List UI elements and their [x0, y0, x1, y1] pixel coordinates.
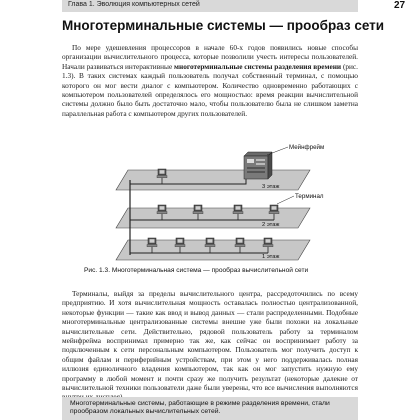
figure-caption: Рис. 1.3. Многотерминальная система — прообраз вычислительной сети	[84, 267, 309, 274]
floor-3-label: 3 этаж	[262, 184, 280, 190]
highlight-box	[62, 397, 358, 420]
floor-1-label: 1 этаж	[262, 254, 280, 260]
mainframe	[244, 152, 272, 179]
floor-3-plate	[116, 170, 310, 190]
paragraph-1-bold-term: многотерминальные системы разделения времени	[174, 61, 342, 71]
label-mainframe: Мейнфрейм	[289, 144, 325, 151]
paragraph-1	[62, 43, 358, 118]
label-terminal: Терминал	[295, 193, 324, 200]
chapter-title: Глава 1. Эволюция компьютерных сетей	[68, 1, 200, 8]
floor-2-label: 2 этаж	[262, 222, 280, 228]
paragraph-2	[62, 289, 358, 402]
paragraph-1-part-1: По мере удешевления процессоров в начале 60-х годов появились новые способы организации вычислительного процесса, которые позволили учесть интересы пользователей. Начали развиваться интерактивные	[62, 43, 358, 71]
running-header	[62, 0, 406, 12]
page-number: 27	[394, 0, 406, 11]
figure-multiterminal-system	[62, 140, 358, 262]
floor-2-plate	[116, 208, 310, 228]
highlight-text: Многотерминальные системы, работающие в режиме разделения времени, стали прообразом локальных вычислительных сетей.	[70, 400, 330, 416]
paragraph-1-part-2: (рис. 1.3). В таких системах каждый пользователь получал собственный терминал, с помощью которого он мог вести диалог с компьютером. Количество одновременно работающих с компьютером пользователей определялось его мощностью: время реакции вычислительной системы должно было быть достаточно мало, чтобы пользователю была не слишком заметна параллельная работа с компьютером других пользователей.	[62, 61, 358, 118]
section-title: Многотерминальные системы — прообраз сети	[62, 18, 385, 33]
paragraph-2-text: Терминалы, выйдя за пределы вычислительного центра, рассредоточились по всему предприятию. И хотя вычислительная мощность оставалась полностью централизованной, некоторые функции — такие как ввод и вывод данных — стали распределенными. Подобные многотерминальные централизованные системы внешне уже были похожи на локальные вычислительные сети. Действительно, рядовой пользователь работу за терминалом мейнфрейма воспринимал примерно так же, как сейчас он воспринимает работу за подключенным к сети персональным компьютером. Пользователь мог получить доступ к общим файлам и периферийным устройствам, при этом у него поддерживалась полная иллюзия единоличного владения компьютером, так как он мог запустить нужную ему программу в любой момент и почти сразу же получить результат (некоторые далекие от вычислительной техники пользователи даже были уверены, что все вычисления выполняются	[62, 289, 358, 393]
